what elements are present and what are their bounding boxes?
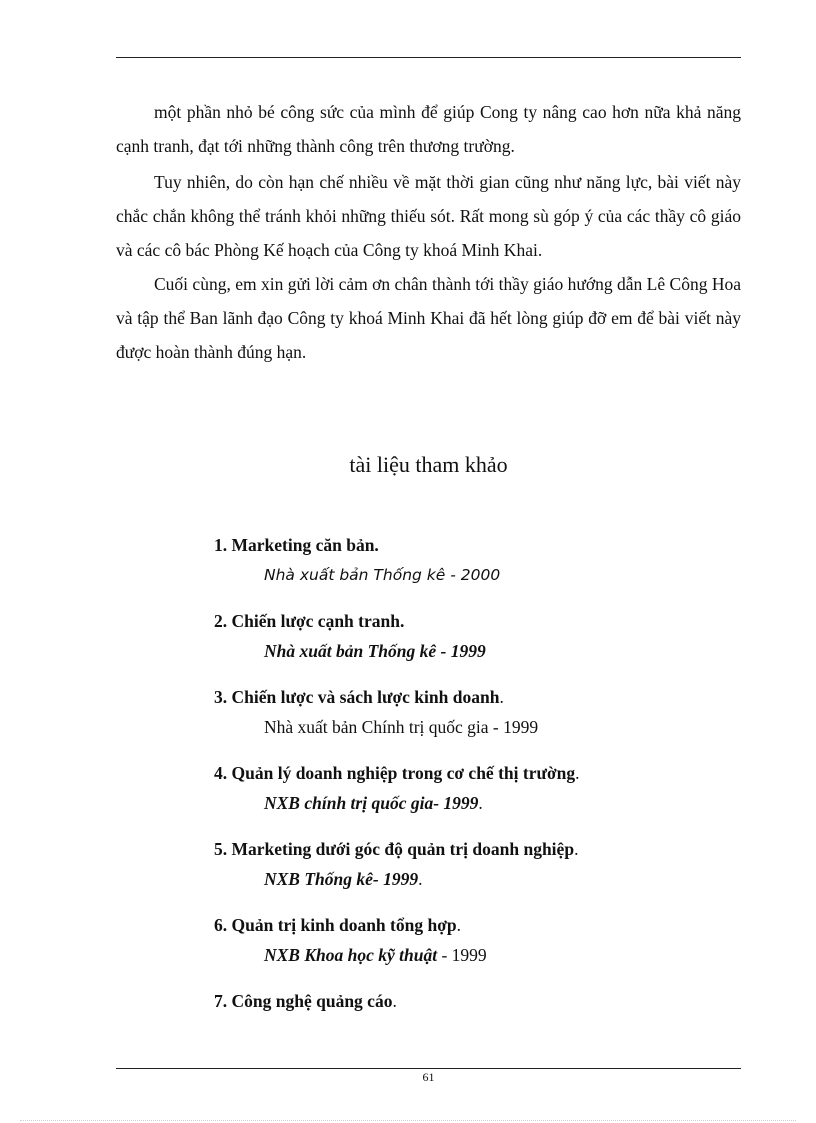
reference-item [214,758,734,834]
page-edge-dotted-line [20,1120,796,1121]
paragraph-closing-contribution: một phần nhỏ bé công sức của mình để giúp Cong ty nâng cao hơn nữa khả năng cạnh tranh, đạt tới những thành công trên thương trường. [116,102,741,156]
reference-title: 2. Chiến lược cạnh tranh. [214,611,405,631]
reference-publisher: Nhà xuất bản Thống kê - 1999 [264,641,486,661]
reference-list [214,530,734,1062]
reference-item [214,530,734,606]
footer-rule [116,1068,741,1069]
reference-item [214,910,734,986]
reference-title: 5. Marketing dưới góc độ quản trị doanh nghiệp. [214,839,579,859]
reference-title: 6. Quản trị kinh doanh tổng hợp. [214,915,462,935]
paragraph-acknowledgements: Cuối cùng, em xin gửi lời cảm ơn chân thành tới thầy giáo hướng dẫn Lê Công Hoa và tập thể Ban lãnh đạo Công ty khoá Minh Khai đã hết lòng giúp đỡ em để bài viết này được hoàn thành đúng hạn. [116,274,741,362]
reference-publisher: Nhà xuất bản Thống kê - 2000 [264,566,501,584]
header-rule [116,57,741,58]
reference-publisher: Nhà xuất bản Chính trị quốc gia - 1999 [264,717,539,737]
reference-title: 7. Công nghệ quảng cáo. [214,991,397,1011]
reference-publisher: NXB Khoa học kỹ thuật - 1999 [264,945,487,965]
reference-item [214,682,734,758]
page-number: 61 [422,1070,435,1084]
references-heading: tài liệu tham khảo [349,452,508,477]
reference-title: 4. Quản lý doanh nghiệp trong cơ chế thị trường. [214,763,580,783]
reference-item [214,986,734,1062]
reference-publisher: NXB Thống kê- 1999. [264,869,423,889]
reference-item [214,606,734,682]
paragraph-limitations: Tuy nhiên, do còn hạn chế nhiều về mặt thời gian cũng như năng lực, bài viết này chắc chắn không thể tránh khỏi những thiếu sót. Rất mong sù góp ý của các thầy cô giáo và các cô bác Phòng Kế hoạch của Công ty khoá Minh Khai. [116,172,741,260]
reference-publisher: NXB chính trị quốc gia- 1999. [264,793,483,813]
reference-title: 1. Marketing căn bản. [214,535,379,555]
reference-title: 3. Chiến lược và sách lược kinh doanh. [214,687,504,707]
reference-item [214,834,734,910]
